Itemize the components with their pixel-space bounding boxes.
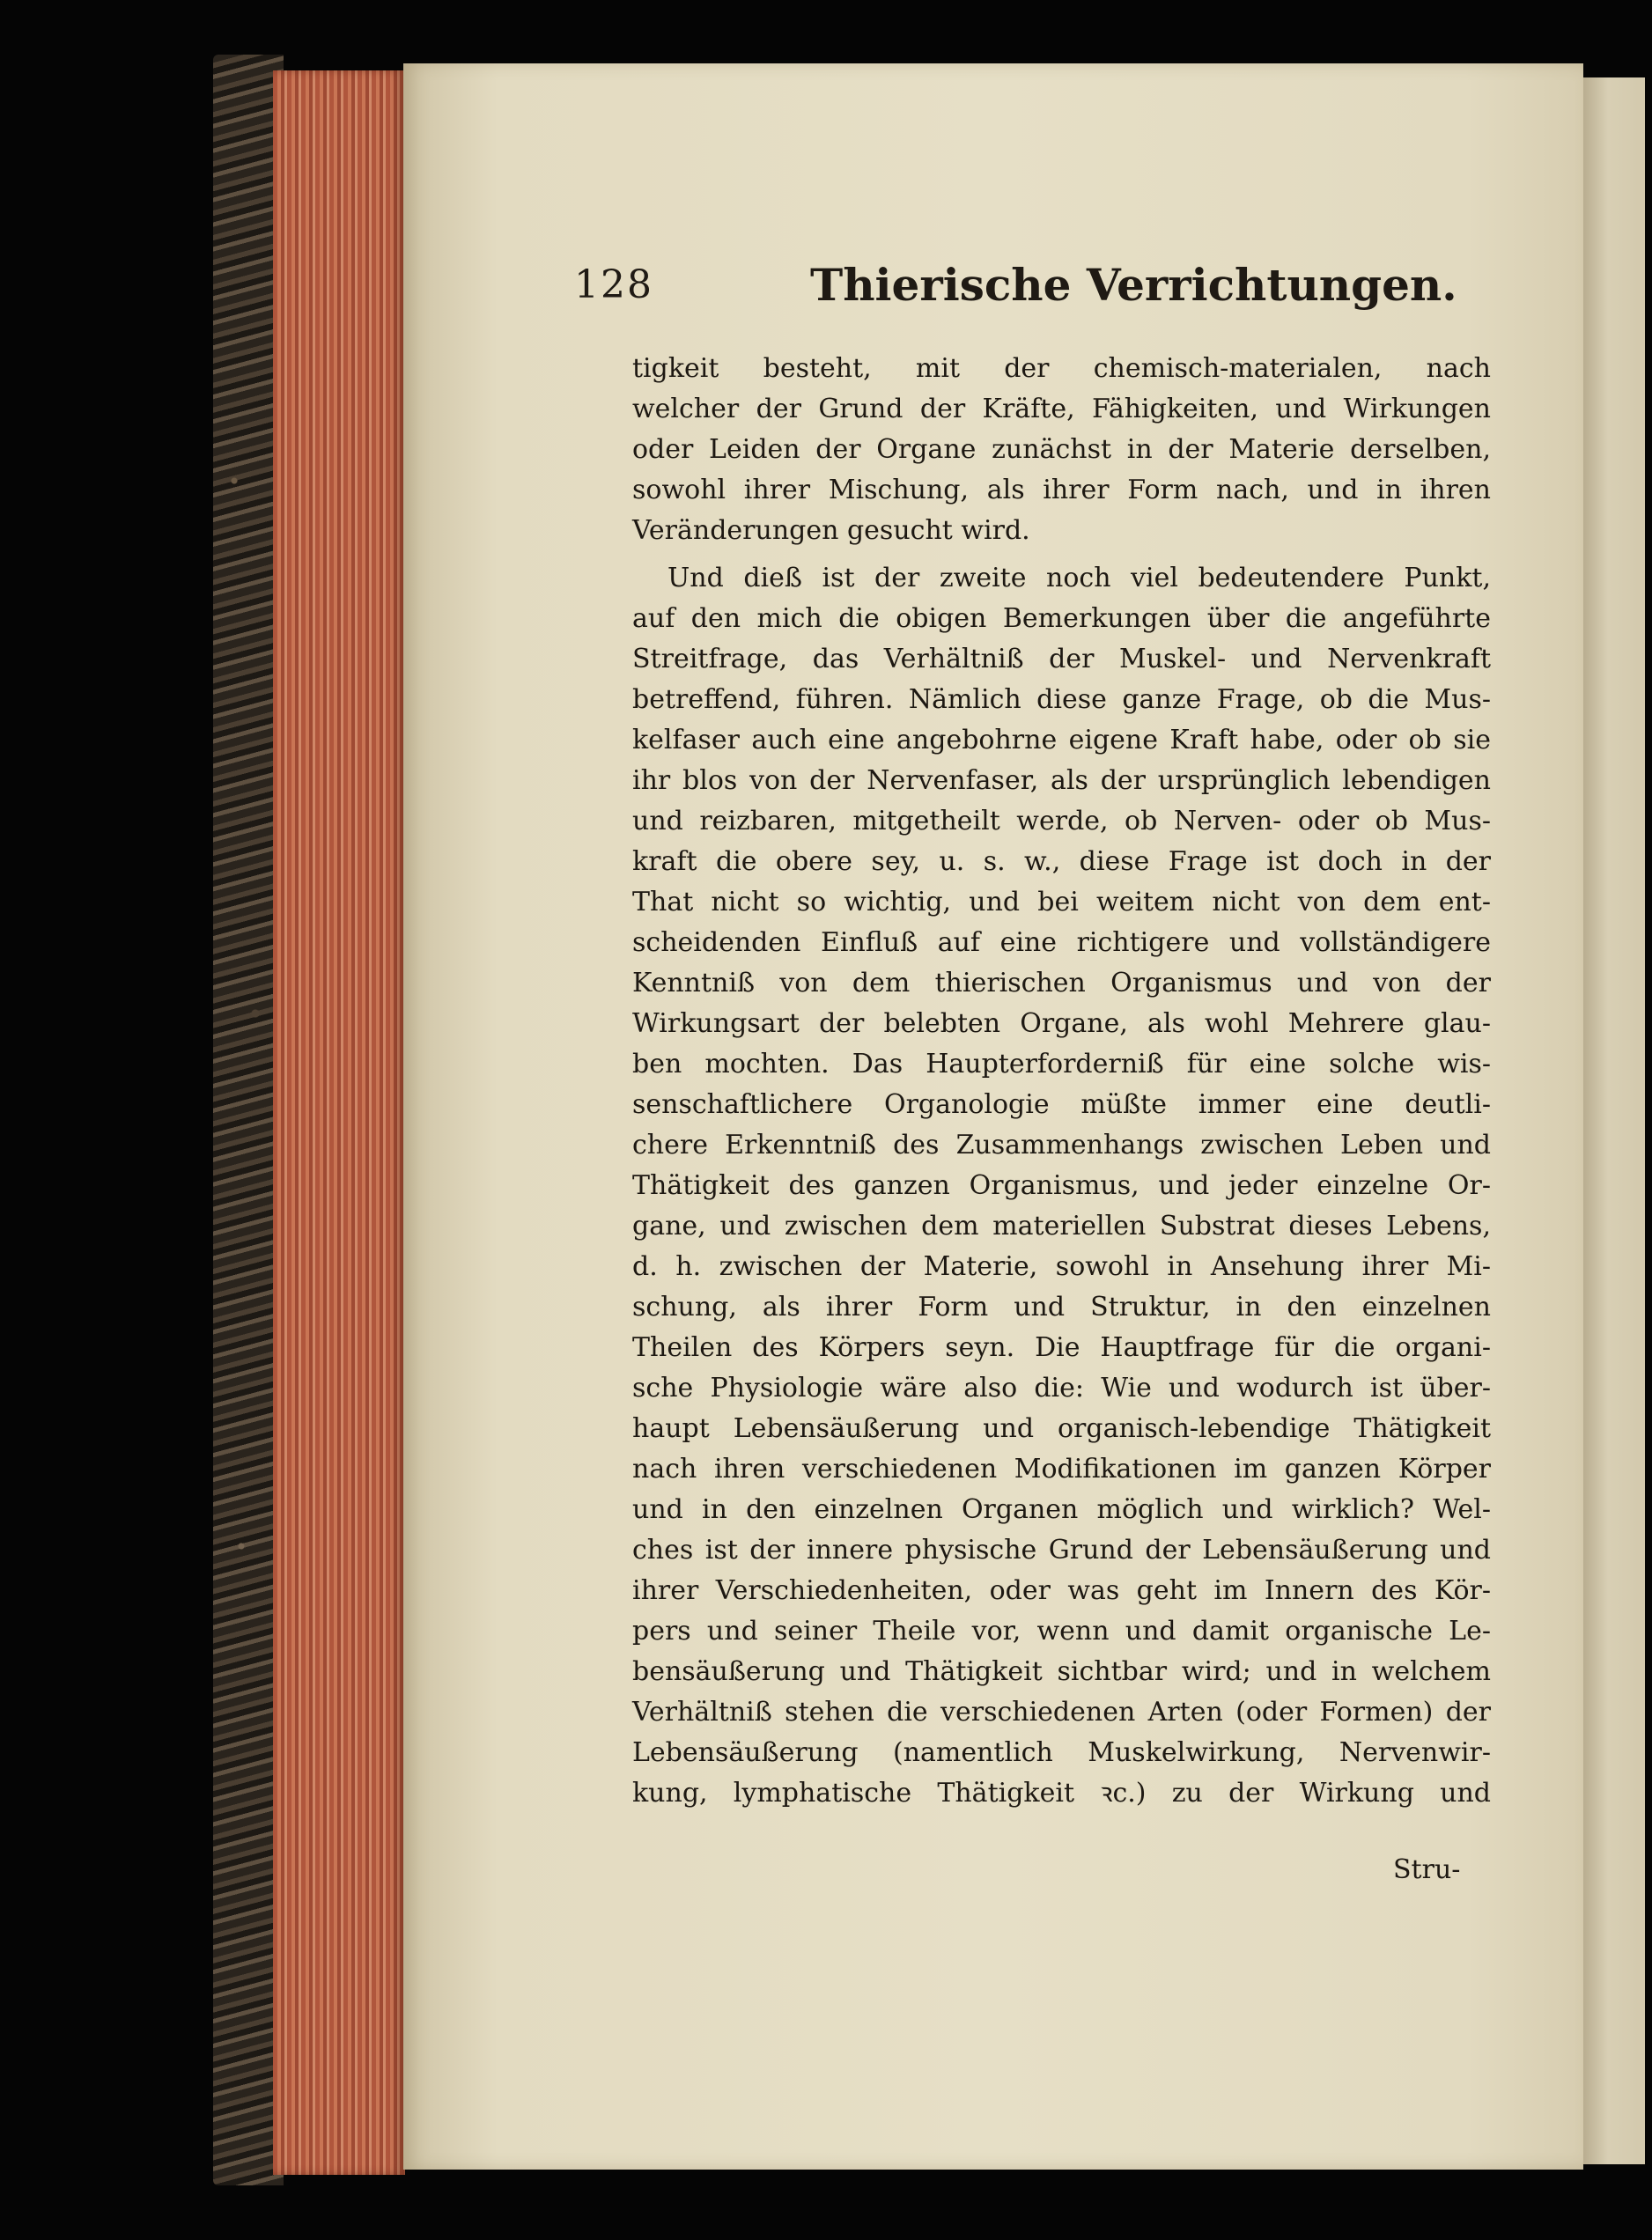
text-line: ben mochten. Das Haupterforderniß für eine solche wis- <box>632 1049 1491 1079</box>
page-header <box>572 257 1493 328</box>
text-line: Verhältniß stehen die verschiedenen Arten (oder Formen) der <box>632 1697 1491 1728</box>
next-page-edge <box>1583 77 1645 2164</box>
paragraph <box>632 349 1491 551</box>
text-line: d. h. zwischen der Materie, sowohl in Ansehung ihrer Mi- <box>632 1251 1491 1282</box>
text-line: ihr blos von der Nervenfaser, als der ursprünglich lebendigen <box>632 765 1491 796</box>
text-line: Und dieß ist der zweite noch viel bedeutendere Punkt, <box>667 563 1491 593</box>
running-head: Thierische Verrichtungen. <box>810 259 1457 311</box>
text-line: senschaftlichere Organologie müßte immer eine deutli- <box>632 1089 1491 1120</box>
body-text <box>632 349 1491 1814</box>
text-line: schung, als ihrer Form und Struktur, in den einzelnen <box>632 1292 1491 1323</box>
page-number: 128 <box>574 262 653 307</box>
text-line: That nicht so wichtig, und bei weitem nicht von dem ent- <box>632 887 1491 917</box>
page-edges <box>273 70 405 2175</box>
text-line: ihrer Verschiedenheiten, oder was geht im Innern des Kör- <box>632 1575 1491 1606</box>
text-line: sowohl ihrer Mischung, als ihrer Form nach, und in ihren <box>632 475 1491 505</box>
text-line: Veränderungen gesucht wird. <box>632 515 1030 546</box>
text-line: kelfaser auch eine angebohrne eigene Kraft habe, oder ob sie <box>632 725 1491 755</box>
text-line: und in den einzelnen Organen möglich und wirklich? Wel- <box>632 1494 1491 1525</box>
text-line: und reizbaren, mitgetheilt werde, ob Nerven- oder ob Mus- <box>632 806 1491 836</box>
text-line: sche Physiologie wäre also die: Wie und wodurch ist über- <box>632 1373 1491 1404</box>
text-line: ches ist der innere physische Grund der Lebensäußerung und <box>632 1535 1491 1566</box>
text-line: kung, lymphatische Thätigkeit ꝛc.) zu der Wirkung und <box>632 1778 1491 1809</box>
text-line: betreffend, führen. Nämlich diese ganze Frage, ob die Mus- <box>632 684 1491 715</box>
text-line: Theilen des Körpers seyn. Die Hauptfrage für die organi- <box>632 1332 1491 1363</box>
text-line: nach ihren verschiedenen Modifikationen im ganzen Körper <box>632 1454 1491 1485</box>
catchword: Stru- <box>1393 1854 1461 1885</box>
text-line: Wirkungsart der belebten Organe, als wohl Mehrere glau- <box>632 1008 1491 1039</box>
text-line: oder Leiden der Organe zunächst in der Materie derselben, <box>632 434 1491 465</box>
text-line: gane, und zwischen dem materiellen Substrat dieses Lebens, <box>632 1211 1491 1242</box>
paragraph <box>632 558 1491 1814</box>
text-line: tigkeit besteht, mit der chemisch-materialen, nach <box>632 353 1491 384</box>
text-line: scheidenden Einfluß auf eine richtigere und vollständigere <box>632 927 1491 958</box>
text-line: bensäußerung und Thätigkeit sichtbar wird; und in welchem <box>632 1656 1491 1687</box>
text-line: pers und seiner Theile vor, wenn und damit organische Le- <box>632 1616 1491 1647</box>
text-line: haupt Lebensäußerung und organisch-lebendige Thätigkeit <box>632 1413 1491 1444</box>
text-line: auf den mich die obigen Bemerkungen über die angeführte <box>632 603 1491 634</box>
text-line: kraft die obere sey, u. s. w., diese Frage ist doch in der <box>632 846 1491 877</box>
text-line: Thätigkeit des ganzen Organismus, und jeder einzelne Or- <box>632 1170 1491 1201</box>
text-line: welcher der Grund der Kräfte, Fähigkeiten, und Wirkungen <box>632 394 1491 424</box>
text-line: Streitfrage, das Verhältniß der Muskel- und Nervenkraft <box>632 644 1491 674</box>
text-line: chere Erkenntniß des Zusammenhangs zwischen Leben und <box>632 1130 1491 1161</box>
text-line: Kenntniß von dem thierischen Organismus und von der <box>632 968 1491 998</box>
text-line: Lebensäußerung (namentlich Muskelwirkung, Nervenwir- <box>632 1737 1491 1768</box>
